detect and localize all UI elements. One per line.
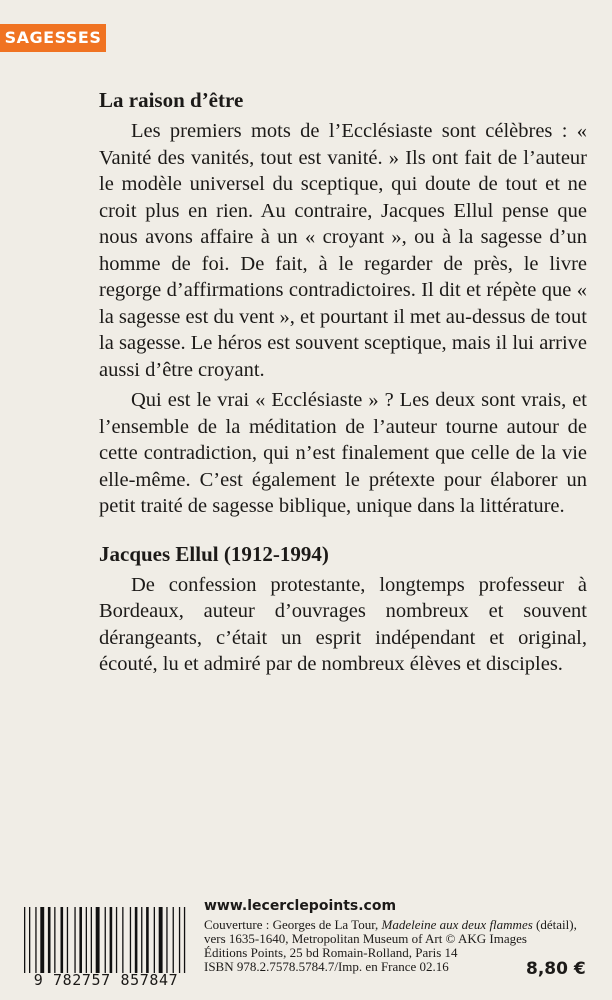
section-heading: La raison d’être — [99, 88, 244, 112]
section-heading: Jacques Ellul (1912-1994) — [99, 541, 329, 566]
barcode — [22, 907, 190, 987]
artwork-title: Madeleine aux deux flammes — [381, 917, 533, 932]
section-author — [99, 540, 587, 678]
cover-credit: Couverture : Georges de La Tour, Madeleine aux deux flammes (détail), — [204, 917, 577, 932]
website-link[interactable]: www.lecerclepoints.com — [204, 898, 397, 914]
footer — [0, 895, 612, 1000]
cover-credit-line2: vers 1635-1640, Metropolitan Museum of Art © AKG Images — [204, 931, 527, 946]
paragraph: De confession protestante, longtemps professeur à Bordeaux, auteur d’ouvrages nombreux et souvent dérangeants, c’était un esprit indépendant et original, écouté, lu et admiré par de nombreux élèves et disciples. — [99, 573, 587, 675]
back-cover-text — [99, 86, 587, 678]
paragraph: Qui est le vrai « Ecclésiaste » ? Les deux sont vrais, et l’ensemble de la méditation de l’auteur tourne autour de cette contradiction, qui n’est finalement que celle de la vie elle-même. C’est également le prétexte pour élaborer un petit traité de sagesse biblique, unique dans la littérature. — [99, 389, 587, 517]
barcode-icon — [22, 907, 190, 973]
publisher-address: Éditions Points, 25 bd Romain-Rolland, Paris 14 — [204, 945, 458, 960]
collection-label: SAGESSES — [0, 24, 106, 52]
section-raison-detre — [99, 86, 587, 520]
isbn: ISBN 978.2.7578.5784.7/Imp. en France 02.16 — [204, 959, 449, 974]
price: 8,80 € — [526, 959, 586, 979]
paragraph: Les premiers mots de l’Ecclésiaste sont célèbres : « Vanité des vanités, tout est vanité. » Ils ont fait de l’auteur le modèle universel du sceptique, qui doute de tout et ne croit plus en rien. Au contraire, Jacques Ellul pense que nous avons affaire à un « croyant », ou à la sagesse d’un homme de foi. De fait, à le regarder de près, le livre regorge d’affirmations contradictoires. Il dit et répète que « la sagesse est du vent », et pourtant il met au-dessus de tout la sagesse. Le héros est souvent sceptique, mais il lui arrive aussi d’être croyant. — [99, 120, 587, 381]
barcode-number: 9 782757 857847 — [33, 971, 179, 989]
